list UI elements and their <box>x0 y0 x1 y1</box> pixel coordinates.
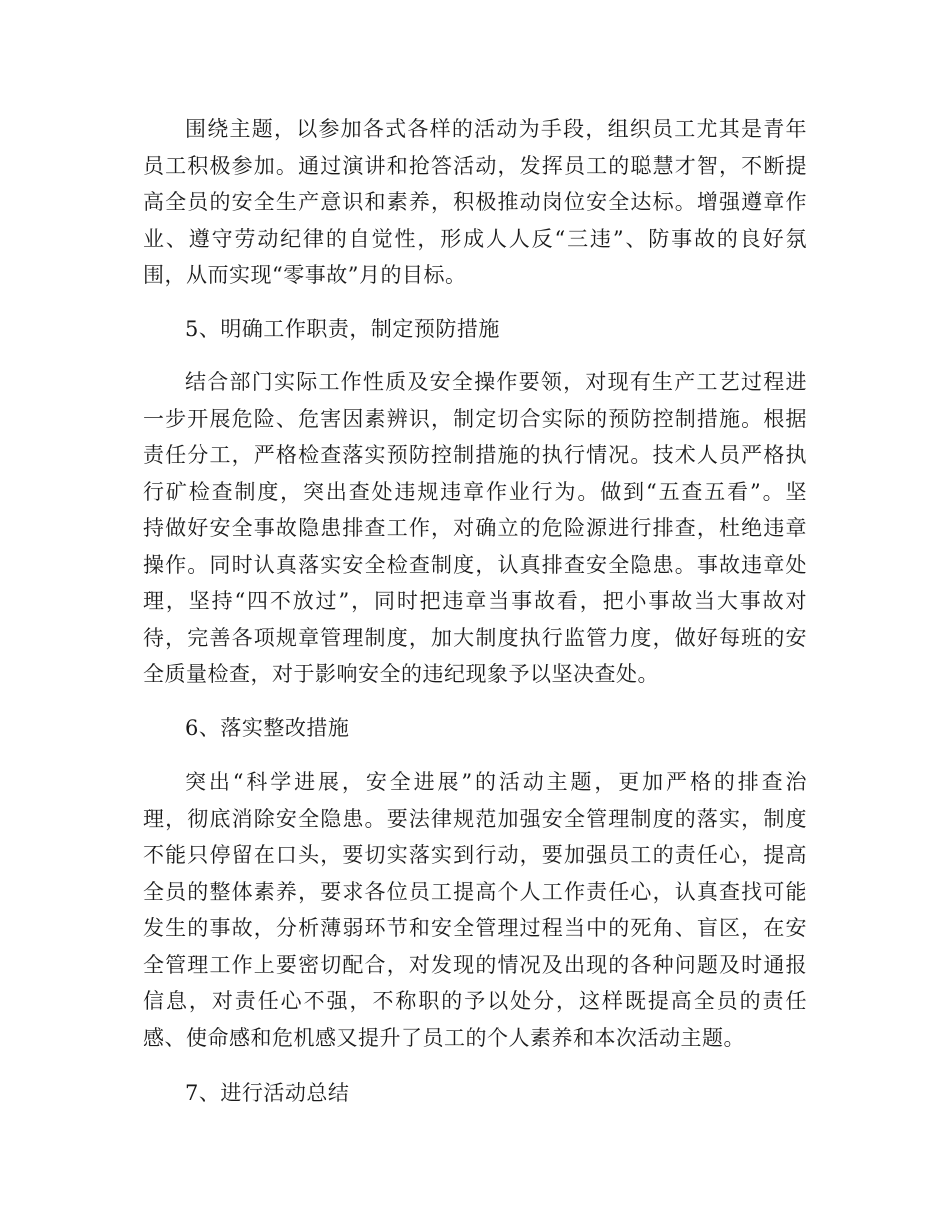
paragraph-line: 信息，对责任心不强，不称职的予以处分，这样既提高全员的责任 <box>143 989 807 1013</box>
paragraph-line: 员工积极参加。通过演讲和抢答活动，发挥员工的聪慧才智，不断提 <box>143 153 807 178</box>
paragraph-line: 全员的整体素养，要求各位员工提高个人工作责任心，认真查找可能 <box>143 879 807 904</box>
paragraph-line: 行矿检查制度，突出查处违规违章作业行为。做到“五查五看”。坚 <box>143 479 807 504</box>
paragraph-line: 待，完善各项规章管理制度，加大制度执行监管力度，做好每班的安 <box>143 625 807 650</box>
section-heading-7: 7、进行活动总结 <box>185 1081 350 1105</box>
paragraph-line: 围，从而实现“零事故”月的目标。 <box>143 263 467 287</box>
paragraph-line: 结合部门实际工作性质及安全操作要领，对现有生产工艺过程进 <box>185 370 807 394</box>
paragraph-line: 不能只停留在口头，要切实落实到行动，要加强员工的责任心，提高 <box>143 843 807 867</box>
paragraph-line: 一步开展危险、危害因素辨识，制定切合实际的预防控制措施。根据 <box>143 406 807 431</box>
paragraph-line: 责任分工，严格检查落实预防控制措施的执行情况。技术人员严格执 <box>143 443 807 467</box>
section-heading-6: 6、落实整改措施 <box>185 716 350 740</box>
paragraph-line: 高全员的安全生产意识和素养，积极推动岗位安全达标。增强遵章作 <box>143 190 807 214</box>
paragraph-line: 围绕主题，以参加各式各样的活动为手段，组织员工尤其是青年 <box>185 117 807 141</box>
paragraph-line: 全管理工作上要密切配合，对发现的情况及出现的各种问题及时通报 <box>143 952 807 977</box>
paragraph-line: 理，坚持“四不放过”，同时把违章当事故看，把小事故当大事故对 <box>143 589 807 613</box>
paragraph-line: 业、遵守劳动纪律的自觉性，形成人人反“三违”、防事故的良好氛 <box>143 226 807 251</box>
paragraph-line: 发生的事故，分析薄弱环节和安全管理过程当中的死角、盲区，在安 <box>143 916 807 940</box>
paragraph-activities <box>143 111 807 294</box>
paragraph-line: 感、使命感和危机感又提升了员工的个人素养和本次活动主题。 <box>143 1025 745 1050</box>
section-heading-5: 5、明确工作职责，制定预防措施 <box>185 317 500 341</box>
paragraph-line: 全质量检查，对于影响安全的违纪现象予以坚决查处。 <box>143 662 659 686</box>
paragraph-line: 理，彻底消除安全隐患。要法律规范加强安全管理制度的落实，制度 <box>143 806 807 831</box>
paragraph-line: 突出“科学进展，安全进展”的活动主题，更加严格的排查治 <box>185 770 807 794</box>
paragraph-line: 操作。同时认真落实安全检查制度，认真排查安全隐患。事故违章处 <box>143 552 807 577</box>
paragraph-responsibilities <box>143 364 807 693</box>
paragraph-rectification <box>143 764 807 1056</box>
paragraph-line: 持做好安全事故隐患排查工作，对确立的危险源进行排查，杜绝违章 <box>143 516 807 540</box>
